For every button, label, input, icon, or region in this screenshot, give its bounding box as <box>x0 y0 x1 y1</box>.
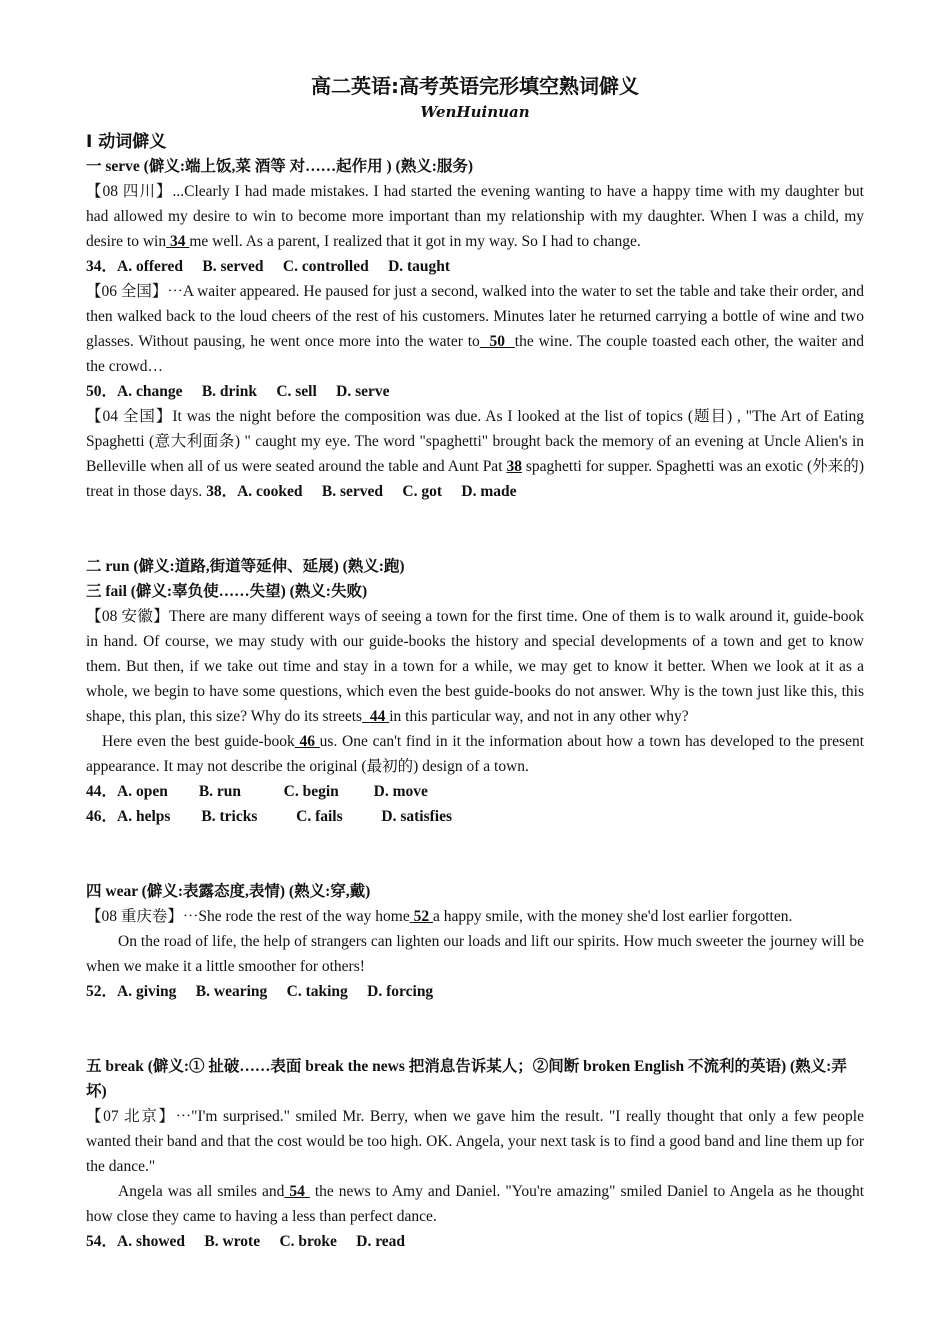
document-page <box>86 70 864 1254</box>
passage-text: a happy smile, with the money she'd lost earlier forgotten. <box>432 908 793 925</box>
options-50: 50．A. change B. drink C. sell D. serve <box>86 383 390 400</box>
passage-text: spaghetti for supper. Spaghetti was an exotic (外来的) treat in those days. <box>86 458 865 500</box>
page-title: 高二英语:高考英语完形填空熟词僻义 <box>311 74 639 98</box>
passage-text: 【08 重庆卷】⋯She rode the rest of the way home <box>86 908 410 925</box>
options-52: 52．A. giving B. wearing C. taking D. forcing <box>86 983 434 1000</box>
passage-text: us. One can't find in it the information about how a town has developed to the present appearance. It may not describe the original (最初的) design of a town. <box>86 733 865 775</box>
options-34: 34．A. offered B. served C. controlled D. taught <box>86 258 451 275</box>
passage-text: me well. As a parent, I realized that it got in my way. So I had to change. <box>189 233 641 250</box>
serve-passage-2 <box>86 279 864 379</box>
serve-passage-3 <box>86 404 864 504</box>
fail-passage-2 <box>86 729 864 779</box>
passage-text: Angela was all smiles and <box>118 1183 285 1200</box>
blank-38: 38 <box>506 458 522 475</box>
wear-heading: 四 wear (僻义:表露态度,表情) (熟义:穿,戴) <box>86 883 371 900</box>
passage-text: the news to Amy and Daniel. "You're amazing" smiled Daniel to Angela as he thought how close they came to having a less than perfect dance. <box>86 1183 864 1225</box>
blank-52: 52 <box>413 908 430 925</box>
passage-text: 【06 全国】⋯A waiter appeared. He paused for just a second, walked into the water to set the table and take their order, and then walked back to the loud cheers of the rest of his customers. Minutes later he returned carrying a bottle of wine and two glasses. Without pausing, he went once more into the water to <box>86 283 864 350</box>
fail-passage-1 <box>86 604 864 729</box>
passage-text: in this particular way, and not in any other why? <box>389 708 689 725</box>
author-name: WenHuinuan <box>420 103 530 121</box>
section-heading: I 动词僻义 <box>86 132 167 152</box>
wear-passage-2: On the road of life, the help of strangers can lighten our loads and lift our spirits. How much sweeter the journey will be when we make it a little smoother for others! <box>86 933 864 975</box>
break-heading: 五 break (僻义:① 扯破……表面 break the news 把消息告诉某人；②间断 broken English 不流利的英语) (熟义:弄坏) <box>86 1058 847 1100</box>
blank-46: 46 <box>299 733 315 750</box>
blank-54: 54 <box>289 1183 305 1200</box>
options-46: 46．A. helps B. tricks C. fails D. satisfies <box>86 808 452 825</box>
options-54: 54．A. showed B. wrote C. broke D. read <box>86 1233 406 1250</box>
serve-heading: 一 serve (僻义:端上饭,菜 酒等 对……起作用 ) (熟义:服务) <box>86 158 474 175</box>
break-passage-2 <box>86 1179 864 1229</box>
passage-text: the wine. The couple toasted each other, the waiter and the crowd… <box>86 333 865 375</box>
passage-text: Here even the best guide-book <box>102 733 295 750</box>
passage-text: 【08 四川】...Clearly I had made mistakes. I had started the evening wanting to have a happy time with my daughter but had allowed my desire to win to become more important than my relationship with my daughter. When I was a child, my desire to win <box>86 183 864 250</box>
blank-50: 50 <box>489 333 506 350</box>
options-44: 44．A. open B. run C. begin D. move <box>86 783 428 800</box>
run-heading: 二 run (僻义:道路,街道等延伸、延展) (熟义:跑) <box>86 558 405 575</box>
fail-heading: 三 fail (僻义:辜负使……失望) (熟义:失败) <box>86 583 368 600</box>
serve-passage-1 <box>86 179 864 254</box>
blank-44: 44 <box>369 708 386 725</box>
options-38: 38．A. cooked B. served C. got D. made <box>206 483 517 500</box>
passage-text: 【08 安徽】There are many different ways of seeing a town for the first time. One of them is to walk around it, guide-book in hand. Of course, we may study with our guide-books the history and special developments of a town and get to know them. But then, if we take out time and stay in a town for a while, we may get to know it better. When we look at it as a whole, we begin to have some questions, which even the best guide-books do not answer. Why is the town just like this, this shape, this plan, this size? Why do its streets <box>86 608 864 725</box>
break-passage-1: 【07 北京】⋯"I'm surprised." smiled Mr. Berry, when we gave him the result. "I really thought that only a few people wanted their band and that the cost would be too high. OK. Angela, your next task is to find a good band and line them up for the dance." <box>86 1108 864 1175</box>
passage-text: 【04 全国】It was the night before the composition was due. As I looked at the list of topics (题目) , "The Art of Eating Spaghetti (意大利面条) " caught my eye. The word "spaghetti" brought back the memory of an evening at Uncle Alien's in Belleville when all of us were seated around the table and Aunt Pat <box>86 408 864 475</box>
blank-34: 34 <box>169 233 186 250</box>
wear-passage-1 <box>86 904 864 929</box>
